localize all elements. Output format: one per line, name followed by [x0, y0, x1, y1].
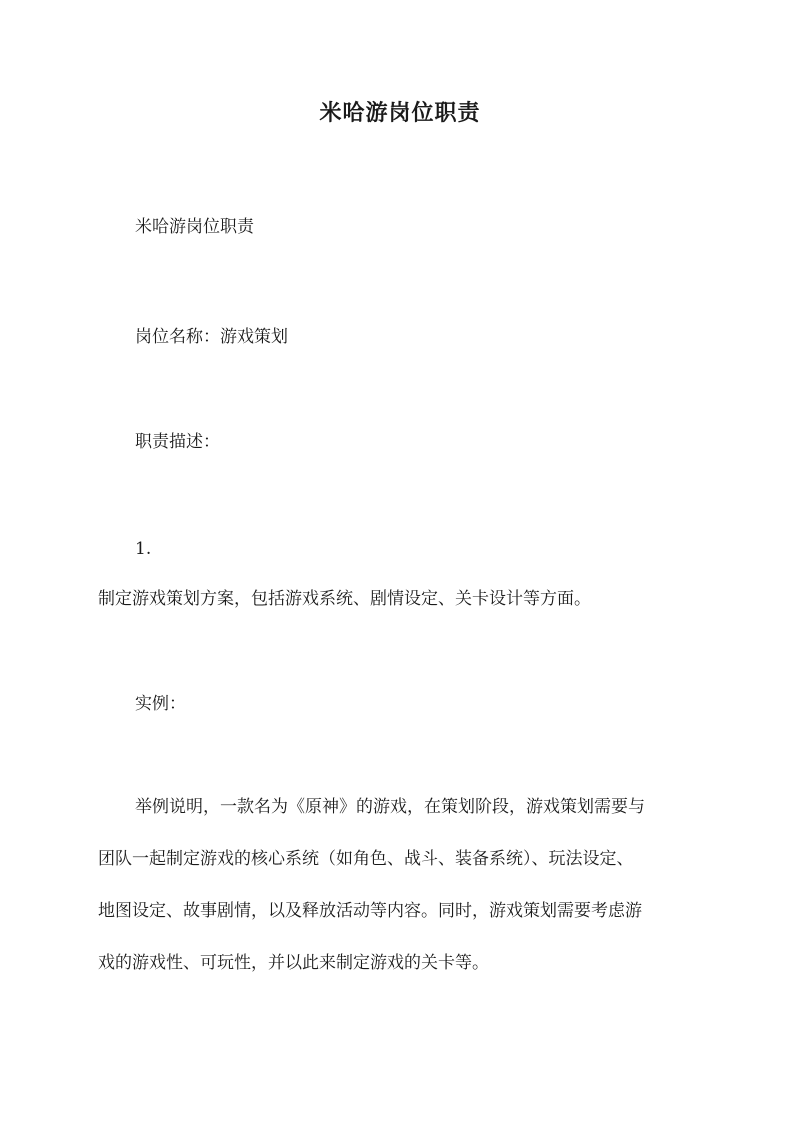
duty-label: 职责描述： — [135, 432, 220, 452]
example-line: 戏的游戏性、可玩性，并以此来制定游戏的关卡等。 — [98, 953, 489, 973]
list-item-text: 制定游戏策划方案，包括游戏系统、剧情设定、关卡设计等方面。 — [98, 589, 591, 609]
list-item-number: 1. — [135, 539, 152, 559]
post-name-line: 岗位名称：游戏策划 — [135, 327, 288, 347]
example-label: 实例： — [135, 694, 186, 714]
example-line: 地图设定、故事剧情，以及释放活动等内容。同时，游戏策划需要考虑游 — [98, 901, 642, 921]
example-paragraph — [98, 798, 708, 1006]
example-line: 举例说明，一款名为《原神》的游戏，在策划阶段，游戏策划需要与 — [135, 797, 645, 817]
section-heading: 米哈游岗位职责 — [135, 217, 254, 237]
page-title: 米哈游岗位职责 — [319, 100, 481, 126]
example-line: 团队一起制定游戏的核心系统（如角色、战斗、装备系统）、玩法设定、 — [98, 849, 634, 869]
